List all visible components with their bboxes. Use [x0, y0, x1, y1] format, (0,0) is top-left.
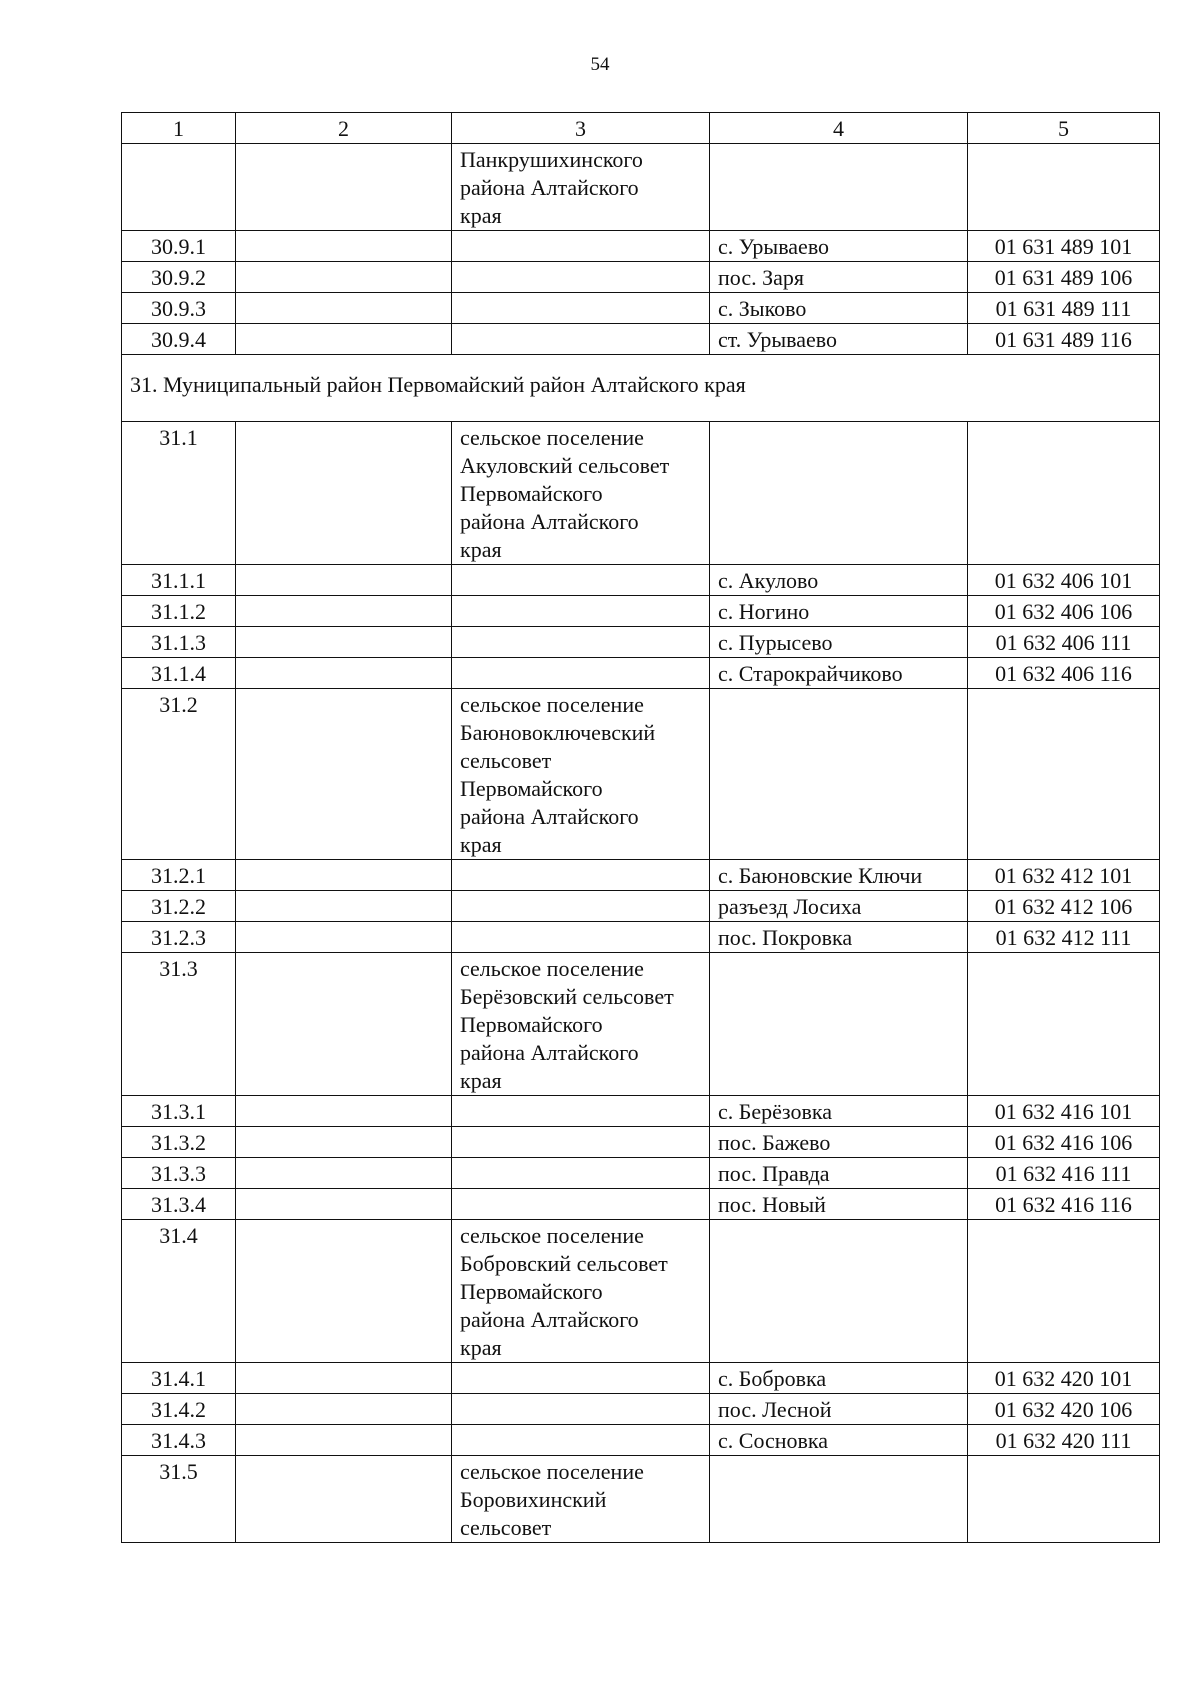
- column-3-cell: [452, 324, 710, 355]
- place-row: [122, 262, 1160, 293]
- column-2-cell: [236, 1456, 452, 1543]
- row-number: 31.1: [122, 422, 236, 565]
- column-2-cell: [236, 565, 452, 596]
- row-number: 31.1.4: [122, 658, 236, 689]
- okato-code: 01 631 489 111: [968, 293, 1160, 324]
- place-name: пос. Заря: [710, 262, 968, 293]
- place-row: [122, 1394, 1160, 1425]
- row-number: 31.2.3: [122, 922, 236, 953]
- column-3-cell: [452, 891, 710, 922]
- column-2-cell: [236, 922, 452, 953]
- entity-row: [122, 1456, 1160, 1543]
- row-number: 31.2.2: [122, 891, 236, 922]
- okato-code: 01 632 420 111: [968, 1425, 1160, 1456]
- entity-name-line: района Алтайского: [460, 175, 639, 200]
- place-row: [122, 1096, 1160, 1127]
- entity-name-line: района Алтайского: [460, 1307, 639, 1332]
- place-name: с. Акулово: [710, 565, 968, 596]
- entity-row: [122, 953, 1160, 1096]
- place-row: [122, 1158, 1160, 1189]
- header-row: [122, 113, 1160, 144]
- column-3-cell: [452, 1425, 710, 1456]
- row-number: 31.4: [122, 1220, 236, 1363]
- column-2-cell: [236, 658, 452, 689]
- column-2-cell: [236, 262, 452, 293]
- row-number: 31.4.3: [122, 1425, 236, 1456]
- entity-name: [452, 1220, 710, 1363]
- row-number: 30.9.4: [122, 324, 236, 355]
- okato-code: 01 632 416 111: [968, 1158, 1160, 1189]
- place-name: пос. Новый: [710, 1189, 968, 1220]
- entity-name-line: сельское поселение: [460, 425, 644, 450]
- place-row: [122, 891, 1160, 922]
- place-row: [122, 565, 1160, 596]
- place-name: с. Пурысево: [710, 627, 968, 658]
- row-number: 31.3.4: [122, 1189, 236, 1220]
- column-3-cell: [452, 1158, 710, 1189]
- column-3-cell: [452, 596, 710, 627]
- okato-code: 01 632 412 101: [968, 860, 1160, 891]
- entity-name-line: края: [460, 1335, 502, 1360]
- entity-name-line: района Алтайского: [460, 804, 639, 829]
- page-number: 54: [590, 54, 610, 75]
- place-row: [122, 293, 1160, 324]
- okato-code: 01 632 416 101: [968, 1096, 1160, 1127]
- column-2-cell: [236, 627, 452, 658]
- entity-name-line: края: [460, 1068, 502, 1093]
- place-name: разъезд Лосиха: [710, 891, 968, 922]
- column-2-cell: [236, 596, 452, 627]
- okato-code: [968, 1220, 1160, 1363]
- okato-code: 01 632 416 116: [968, 1189, 1160, 1220]
- entity-name: [452, 689, 710, 860]
- entity-row: [122, 689, 1160, 860]
- row-number: 31.3: [122, 953, 236, 1096]
- place-row: [122, 658, 1160, 689]
- place-name: с. Бобровка: [710, 1363, 968, 1394]
- place-name: пос. Бажево: [710, 1127, 968, 1158]
- entity-name-line: Первомайского: [460, 481, 603, 506]
- okato-code: 01 632 406 116: [968, 658, 1160, 689]
- place-row: [122, 231, 1160, 262]
- entity-name-line: района Алтайского: [460, 1040, 639, 1065]
- place-name: [710, 689, 968, 860]
- place-name: [710, 1456, 968, 1543]
- header-cell-3: 3: [452, 113, 710, 144]
- entity-name-line: сельсовет: [460, 748, 552, 773]
- column-2-cell: [236, 1363, 452, 1394]
- okato-code: [968, 689, 1160, 860]
- column-2-cell: [236, 860, 452, 891]
- column-2-cell: [236, 1189, 452, 1220]
- row-number: 30.9.2: [122, 262, 236, 293]
- okato-code: 01 632 406 111: [968, 627, 1160, 658]
- section-row: [122, 355, 1160, 422]
- column-2-cell: [236, 891, 452, 922]
- place-name: [710, 1220, 968, 1363]
- okato-code: 01 631 489 116: [968, 324, 1160, 355]
- entity-name: [452, 953, 710, 1096]
- place-row: [122, 860, 1160, 891]
- column-3-cell: [452, 1096, 710, 1127]
- column-3-cell: [452, 1127, 710, 1158]
- column-2-cell: [236, 689, 452, 860]
- header-cell-1: 1: [122, 113, 236, 144]
- column-3-cell: [452, 922, 710, 953]
- place-name: пос. Лесной: [710, 1394, 968, 1425]
- place-name: [710, 422, 968, 565]
- column-3-cell: [452, 1189, 710, 1220]
- okato-code: 01 632 412 111: [968, 922, 1160, 953]
- place-name: с. Баюновские Ключи: [710, 860, 968, 891]
- entity-name-line: Первомайского: [460, 776, 603, 801]
- entity-name-line: Первомайского: [460, 1012, 603, 1037]
- row-number: 30.9.3: [122, 293, 236, 324]
- row-number: 31.3.1: [122, 1096, 236, 1127]
- okato-code: 01 632 420 106: [968, 1394, 1160, 1425]
- entity-name-line: Боровихинский: [460, 1487, 607, 1512]
- column-3-cell: [452, 658, 710, 689]
- column-3-cell: [452, 565, 710, 596]
- okato-code: [968, 1456, 1160, 1543]
- entity-name-line: края: [460, 203, 502, 228]
- okato-code: 01 631 489 106: [968, 262, 1160, 293]
- column-3-cell: [452, 1363, 710, 1394]
- entity-name-line: края: [460, 832, 502, 857]
- entity-name-line: сельсовет: [460, 1515, 552, 1540]
- entity-name-line: Панкрушихинского: [460, 147, 643, 172]
- column-3-cell: [452, 1394, 710, 1425]
- row-number: 31.3.2: [122, 1127, 236, 1158]
- column-3-cell: [452, 262, 710, 293]
- column-3-cell: [452, 860, 710, 891]
- settlements-table: [121, 112, 1160, 1543]
- okato-code: 01 631 489 101: [968, 231, 1160, 262]
- column-2-cell: [236, 1220, 452, 1363]
- entity-row: [122, 1220, 1160, 1363]
- row-number: 31.5: [122, 1456, 236, 1543]
- entity-name-line: Бобровский сельсовет: [460, 1251, 668, 1276]
- row-number: 30.9.1: [122, 231, 236, 262]
- place-name: с. Старокрайчиково: [710, 658, 968, 689]
- row-number: 31.3.3: [122, 1158, 236, 1189]
- column-2-cell: [236, 144, 452, 231]
- place-name: пос. Правда: [710, 1158, 968, 1189]
- entity-name-line: Баюновоключевский: [460, 720, 656, 745]
- place-name: с. Урываево: [710, 231, 968, 262]
- entity-name-line: Берёзовский сельсовет: [460, 984, 674, 1009]
- entity-row: [122, 144, 1160, 231]
- column-2-cell: [236, 324, 452, 355]
- column-2-cell: [236, 422, 452, 565]
- place-name: пос. Покровка: [710, 922, 968, 953]
- row-number: 31.2: [122, 689, 236, 860]
- row-number: 31.1.3: [122, 627, 236, 658]
- place-name: с. Ногино: [710, 596, 968, 627]
- okato-code: 01 632 420 101: [968, 1363, 1160, 1394]
- place-row: [122, 922, 1160, 953]
- place-row: [122, 596, 1160, 627]
- place-row: [122, 324, 1160, 355]
- column-2-cell: [236, 953, 452, 1096]
- entity-name: [452, 422, 710, 565]
- entity-name-line: сельское поселение: [460, 1459, 644, 1484]
- entity-name: [452, 144, 710, 231]
- place-row: [122, 1189, 1160, 1220]
- header-cell-4: 4: [710, 113, 968, 144]
- entity-name-line: сельское поселение: [460, 1223, 644, 1248]
- place-row: [122, 1425, 1160, 1456]
- header-cell-5: 5: [968, 113, 1160, 144]
- place-name: ст. Урываево: [710, 324, 968, 355]
- column-3-cell: [452, 293, 710, 324]
- place-row: [122, 627, 1160, 658]
- table-body: [122, 113, 1160, 1543]
- entity-name-line: Первомайского: [460, 1279, 603, 1304]
- section-title: 31. Муниципальный район Первомайский район Алтайского края: [122, 355, 1160, 422]
- place-row: [122, 1127, 1160, 1158]
- place-name: с. Сосновка: [710, 1425, 968, 1456]
- okato-code: 01 632 406 106: [968, 596, 1160, 627]
- row-number: 31.4.2: [122, 1394, 236, 1425]
- row-number: 31.4.1: [122, 1363, 236, 1394]
- okato-code: 01 632 416 106: [968, 1127, 1160, 1158]
- entity-name-line: сельское поселение: [460, 692, 644, 717]
- place-row: [122, 1363, 1160, 1394]
- okato-code: [968, 422, 1160, 565]
- place-name: с. Зыково: [710, 293, 968, 324]
- okato-code: 01 632 412 106: [968, 891, 1160, 922]
- column-2-cell: [236, 1425, 452, 1456]
- place-name: [710, 144, 968, 231]
- column-3-cell: [452, 231, 710, 262]
- entity-name-line: района Алтайского: [460, 509, 639, 534]
- column-2-cell: [236, 293, 452, 324]
- column-2-cell: [236, 1394, 452, 1425]
- row-number: [122, 144, 236, 231]
- header-cell-2: 2: [236, 113, 452, 144]
- entity-name-line: края: [460, 537, 502, 562]
- row-number: 31.2.1: [122, 860, 236, 891]
- row-number: 31.1.2: [122, 596, 236, 627]
- entity-name: [452, 1456, 710, 1543]
- column-2-cell: [236, 231, 452, 262]
- column-2-cell: [236, 1158, 452, 1189]
- column-2-cell: [236, 1096, 452, 1127]
- place-name: с. Берёзовка: [710, 1096, 968, 1127]
- okato-code: [968, 144, 1160, 231]
- entity-row: [122, 422, 1160, 565]
- okato-code: 01 632 406 101: [968, 565, 1160, 596]
- okato-code: [968, 953, 1160, 1096]
- entity-name-line: Акуловский сельсовет: [460, 453, 670, 478]
- entity-name-line: сельское поселение: [460, 956, 644, 981]
- row-number: 31.1.1: [122, 565, 236, 596]
- column-2-cell: [236, 1127, 452, 1158]
- place-name: [710, 953, 968, 1096]
- column-3-cell: [452, 627, 710, 658]
